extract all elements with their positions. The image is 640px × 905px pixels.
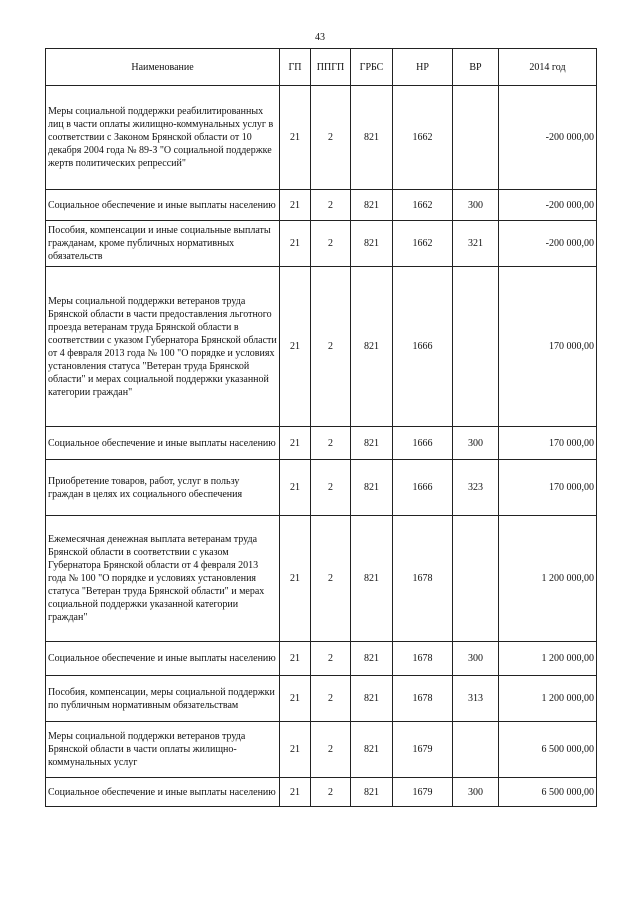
- row-name: Меры социальной поддержки реабилитированных лиц в части оплаты жилищно-коммунальных услуг в соответствии с Законом Брянской области от 10 декабря 2004 года № 89-З "О социальной поддержке жертв политических репрессий": [46, 86, 280, 190]
- row-name: Социальное обеспечение и иные выплаты населению: [46, 778, 280, 807]
- row-gp: 21: [280, 722, 311, 778]
- table-row: [46, 676, 597, 722]
- row-nr: 1679: [393, 722, 453, 778]
- row-nr: 1662: [393, 86, 453, 190]
- row-vr: 321: [453, 221, 499, 267]
- row-vr: [453, 722, 499, 778]
- row-ppgp: 2: [311, 267, 351, 427]
- row-grbs: 821: [351, 778, 393, 807]
- table-row: [46, 86, 597, 190]
- row-ppgp: 2: [311, 86, 351, 190]
- header-year: 2014 год: [499, 49, 597, 86]
- row-name: Ежемесячная денежная выплата ветеранам труда Брянской области в соответствии с указом Губернатора Брянской области от 4 февраля 2013 года № 100 "О порядке и условиях установления статуса "Ветеран труда Брянской области" и мерах социальной поддержки указанной категории граждан": [46, 516, 280, 642]
- header-ppgp: ППГП: [311, 49, 351, 86]
- table-row: [46, 642, 597, 676]
- row-ppgp: 2: [311, 516, 351, 642]
- row-grbs: 821: [351, 86, 393, 190]
- row-amount: 6 500 000,00: [499, 722, 597, 778]
- table-row: [46, 722, 597, 778]
- header-grbs: ГРБС: [351, 49, 393, 86]
- row-ppgp: 2: [311, 427, 351, 460]
- budget-table: [45, 48, 597, 807]
- row-gp: 21: [280, 676, 311, 722]
- row-ppgp: 2: [311, 642, 351, 676]
- row-amount: 1 200 000,00: [499, 642, 597, 676]
- row-vr: 300: [453, 427, 499, 460]
- row-amount: -200 000,00: [499, 86, 597, 190]
- row-nr: 1679: [393, 778, 453, 807]
- row-vr: [453, 86, 499, 190]
- row-vr: 323: [453, 460, 499, 516]
- row-ppgp: 2: [311, 221, 351, 267]
- row-ppgp: 2: [311, 190, 351, 221]
- row-ppgp: 2: [311, 778, 351, 807]
- header-name: Наименование: [46, 49, 280, 86]
- row-name: Пособия, компенсации, меры социальной поддержки по публичным нормативным обязательствам: [46, 676, 280, 722]
- row-gp: 21: [280, 460, 311, 516]
- row-grbs: 821: [351, 427, 393, 460]
- header-gp: ГП: [280, 49, 311, 86]
- row-amount: 1 200 000,00: [499, 516, 597, 642]
- header-nr: НР: [393, 49, 453, 86]
- row-ppgp: 2: [311, 460, 351, 516]
- row-name: Пособия, компенсации и иные социальные выплаты гражданам, кроме публичных нормативных обязательств: [46, 221, 280, 267]
- table-row: [46, 267, 597, 427]
- row-nr: 1662: [393, 221, 453, 267]
- row-amount: 170 000,00: [499, 460, 597, 516]
- row-amount: -200 000,00: [499, 190, 597, 221]
- header-vr: ВР: [453, 49, 499, 86]
- row-gp: 21: [280, 778, 311, 807]
- row-name: Приобретение товаров, работ, услуг в пользу граждан в целях их социального обеспечения: [46, 460, 280, 516]
- row-ppgp: 2: [311, 722, 351, 778]
- row-nr: 1678: [393, 676, 453, 722]
- row-amount: 1 200 000,00: [499, 676, 597, 722]
- row-gp: 21: [280, 86, 311, 190]
- row-nr: 1666: [393, 427, 453, 460]
- row-grbs: 821: [351, 516, 393, 642]
- row-amount: -200 000,00: [499, 221, 597, 267]
- row-amount: 170 000,00: [499, 427, 597, 460]
- row-gp: 21: [280, 221, 311, 267]
- row-nr: 1666: [393, 460, 453, 516]
- row-gp: 21: [280, 642, 311, 676]
- row-grbs: 821: [351, 221, 393, 267]
- table-row: [46, 460, 597, 516]
- row-vr: 300: [453, 642, 499, 676]
- row-vr: 313: [453, 676, 499, 722]
- row-name: Меры социальной поддержки ветеранов труда Брянской области в части оплаты жилищно-коммунальных услуг: [46, 722, 280, 778]
- table-row: [46, 190, 597, 221]
- row-name: Социальное обеспечение и иные выплаты населению: [46, 642, 280, 676]
- row-vr: [453, 516, 499, 642]
- row-gp: 21: [280, 516, 311, 642]
- row-nr: 1678: [393, 642, 453, 676]
- row-gp: 21: [280, 190, 311, 221]
- row-vr: 300: [453, 190, 499, 221]
- row-amount: 170 000,00: [499, 267, 597, 427]
- row-name: Социальное обеспечение и иные выплаты населению: [46, 427, 280, 460]
- table-row: [46, 427, 597, 460]
- row-amount: 6 500 000,00: [499, 778, 597, 807]
- row-gp: 21: [280, 267, 311, 427]
- row-vr: 300: [453, 778, 499, 807]
- row-name: Меры социальной поддержки ветеранов труда Брянской области в части предоставления льготного проезда ветеранам труда Брянской области в соответствии с указом Губернатора Брянской области от 4 февраля 2013 года № 100 "О порядке и условиях установления статуса "Ветеран труда Брянской области" и мерах социальной поддержки указанной категории граждан": [46, 267, 280, 427]
- row-grbs: 821: [351, 642, 393, 676]
- row-nr: 1666: [393, 267, 453, 427]
- row-grbs: 821: [351, 267, 393, 427]
- row-grbs: 821: [351, 460, 393, 516]
- table-row: [46, 516, 597, 642]
- page-number: 43: [315, 32, 325, 43]
- row-grbs: 821: [351, 676, 393, 722]
- row-ppgp: 2: [311, 676, 351, 722]
- row-nr: 1662: [393, 190, 453, 221]
- row-vr: [453, 267, 499, 427]
- row-gp: 21: [280, 427, 311, 460]
- row-grbs: 821: [351, 190, 393, 221]
- table-row: [46, 221, 597, 267]
- row-name: Социальное обеспечение и иные выплаты населению: [46, 190, 280, 221]
- table-row: [46, 778, 597, 807]
- header-row: [46, 49, 597, 86]
- row-grbs: 821: [351, 722, 393, 778]
- row-nr: 1678: [393, 516, 453, 642]
